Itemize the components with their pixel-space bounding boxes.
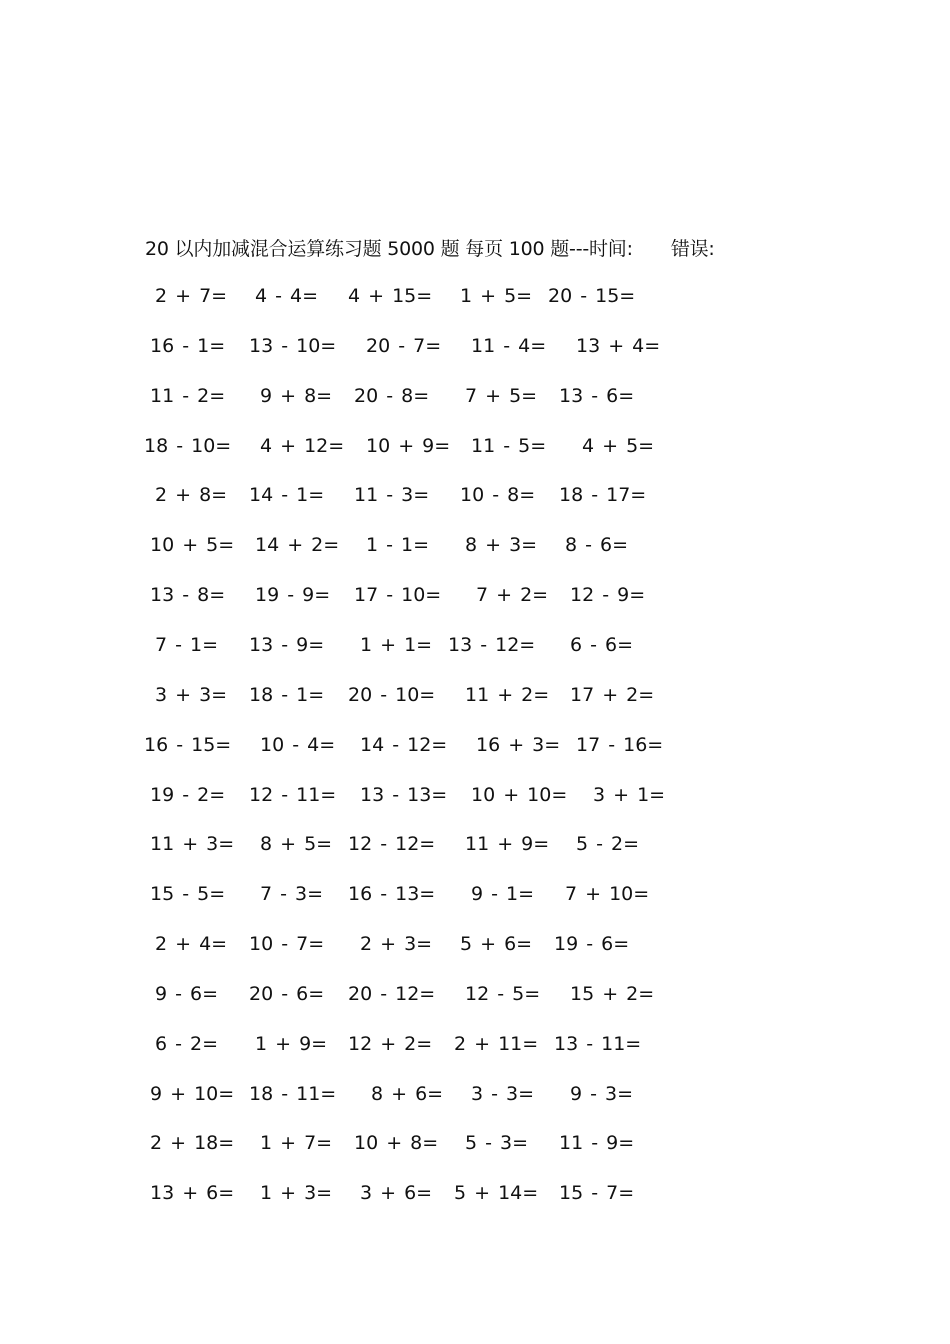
problem-cell: 8 + 5= [260, 833, 333, 856]
problem-cell: 4 + 12= [260, 434, 345, 457]
problem-cell: 10 + 5= [150, 534, 235, 557]
problem-row [0, 883, 950, 923]
problem-cell: 13 - 6= [559, 384, 635, 407]
problem-cell: 11 + 2= [465, 683, 550, 706]
problem-cell: 12 - 12= [348, 833, 436, 856]
problem-cell: 12 - 11= [249, 783, 337, 806]
problem-cell: 10 - 7= [249, 933, 325, 956]
problem-row [0, 784, 950, 824]
problem-cell: 4 + 5= [582, 434, 655, 457]
problem-cell: 13 - 10= [249, 334, 337, 357]
problem-row [0, 983, 950, 1023]
problem-cell: 14 - 12= [360, 733, 448, 756]
problem-cell: 17 - 16= [576, 733, 664, 756]
problem-cell: 9 - 1= [471, 883, 535, 906]
problem-cell: 10 - 8= [460, 484, 536, 507]
problem-cell: 20 - 10= [348, 683, 436, 706]
problem-cell: 9 + 8= [260, 384, 333, 407]
problem-cell: 1 + 5= [460, 285, 533, 307]
title-text: 20 以内加减混合运算练习题 5000 题 每页 100 题---时间: [145, 238, 633, 260]
problem-cell: 1 + 7= [260, 1132, 333, 1155]
problem-cell: 20 - 12= [348, 982, 436, 1005]
problem-cell: 20 - 6= [249, 982, 325, 1005]
problem-row [0, 933, 950, 973]
problem-cell: 13 - 8= [150, 584, 226, 607]
problem-cell: 8 + 3= [465, 534, 538, 557]
problem-cell: 9 - 3= [570, 1082, 634, 1105]
problem-row [0, 684, 950, 724]
problem-cell: 18 - 11= [249, 1082, 337, 1105]
problem-cell: 7 - 1= [155, 633, 219, 656]
problem-cell: 7 + 10= [565, 883, 650, 906]
problem-cell: 16 + 3= [476, 733, 561, 756]
problem-row [0, 833, 950, 873]
problem-cell: 6 - 2= [155, 1032, 219, 1055]
problem-cell: 9 + 10= [150, 1082, 235, 1105]
problem-cell: 17 - 10= [354, 584, 442, 607]
problem-cell: 9 - 6= [155, 982, 219, 1005]
problem-cell: 12 - 5= [465, 982, 541, 1005]
problem-cell: 3 - 3= [471, 1082, 535, 1105]
problem-cell: 10 - 4= [260, 733, 336, 756]
problem-cell: 15 - 5= [150, 883, 226, 906]
problem-cell: 18 - 1= [249, 683, 325, 706]
problem-cell: 10 + 9= [366, 434, 451, 457]
problem-row [0, 584, 950, 624]
problem-cell: 4 - 4= [255, 285, 319, 307]
problem-cell: 20 - 7= [366, 334, 442, 357]
problem-row [0, 1132, 950, 1172]
problem-cell: 2 + 8= [155, 484, 228, 507]
problem-cell: 13 - 12= [448, 633, 536, 656]
problem-cell: 5 - 2= [576, 833, 640, 856]
problem-cell: 18 - 17= [559, 484, 647, 507]
errors-label: 错误: [670, 238, 715, 260]
problem-row [0, 734, 950, 774]
problem-cell: 2 + 4= [155, 933, 228, 956]
problem-cell: 16 - 1= [150, 334, 226, 357]
problem-row [0, 534, 950, 574]
problem-cell: 5 + 6= [460, 933, 533, 956]
problem-cell: 15 + 2= [570, 982, 655, 1005]
problem-cell: 1 - 1= [366, 534, 430, 557]
problem-cell: 3 + 6= [360, 1182, 433, 1205]
problem-row [0, 484, 950, 524]
problem-cell: 5 + 14= [454, 1182, 539, 1205]
problem-cell: 13 - 9= [249, 633, 325, 656]
problem-cell: 19 - 6= [554, 933, 630, 956]
problem-cell: 1 + 1= [360, 633, 433, 656]
problem-cell: 7 + 5= [465, 384, 538, 407]
problem-cell: 2 + 11= [454, 1032, 539, 1055]
problem-cell: 3 + 3= [155, 683, 228, 706]
problem-cell: 16 - 13= [348, 883, 436, 906]
problem-cell: 2 + 3= [360, 933, 433, 956]
problem-cell: 20 - 15= [548, 285, 636, 307]
problem-cell: 5 - 3= [465, 1132, 529, 1155]
problem-cell: 4 + 15= [348, 285, 433, 307]
problem-cell: 2 + 18= [150, 1132, 235, 1155]
problem-cell: 16 - 15= [144, 733, 232, 756]
problem-cell: 12 + 2= [348, 1032, 433, 1055]
problem-row [0, 1083, 950, 1123]
problem-cell: 6 - 6= [570, 633, 634, 656]
problem-row [0, 1033, 950, 1073]
problem-cell: 8 - 6= [565, 534, 629, 557]
problem-row [0, 385, 950, 425]
problem-cell: 13 - 13= [360, 783, 448, 806]
problem-cell: 14 + 2= [255, 534, 340, 557]
problem-cell: 1 + 9= [255, 1032, 328, 1055]
problem-cell: 2 + 7= [155, 285, 228, 307]
problem-row [0, 435, 950, 475]
problem-cell: 20 - 8= [354, 384, 430, 407]
problem-row [0, 285, 950, 325]
problem-cell: 11 + 9= [465, 833, 550, 856]
problem-cell: 17 + 2= [570, 683, 655, 706]
problem-cell: 11 - 4= [471, 334, 547, 357]
problem-cell: 7 - 3= [260, 883, 324, 906]
problem-cell: 11 - 3= [354, 484, 430, 507]
problem-row [0, 1182, 950, 1222]
problem-cell: 12 - 9= [570, 584, 646, 607]
problem-cell: 11 - 2= [150, 384, 226, 407]
problem-cell: 13 + 4= [576, 334, 661, 357]
problem-cell: 11 - 5= [471, 434, 547, 457]
problem-cell: 19 - 9= [255, 584, 331, 607]
problem-cell: 7 + 2= [476, 584, 549, 607]
problem-cell: 10 + 8= [354, 1132, 439, 1155]
problem-cell: 8 + 6= [371, 1082, 444, 1105]
problem-cell: 19 - 2= [150, 783, 226, 806]
problem-row [0, 335, 950, 375]
problem-cell: 11 + 3= [150, 833, 235, 856]
problem-cell: 15 - 7= [559, 1182, 635, 1205]
problem-row [0, 634, 950, 674]
problem-cell: 1 + 3= [260, 1182, 333, 1205]
problem-cell: 13 - 11= [554, 1032, 642, 1055]
problem-cell: 11 - 9= [559, 1132, 635, 1155]
problem-cell: 18 - 10= [144, 434, 232, 457]
problem-cell: 13 + 6= [150, 1182, 235, 1205]
problem-cell: 10 + 10= [471, 783, 568, 806]
problem-cell: 3 + 1= [593, 783, 666, 806]
problem-cell: 14 - 1= [249, 484, 325, 507]
